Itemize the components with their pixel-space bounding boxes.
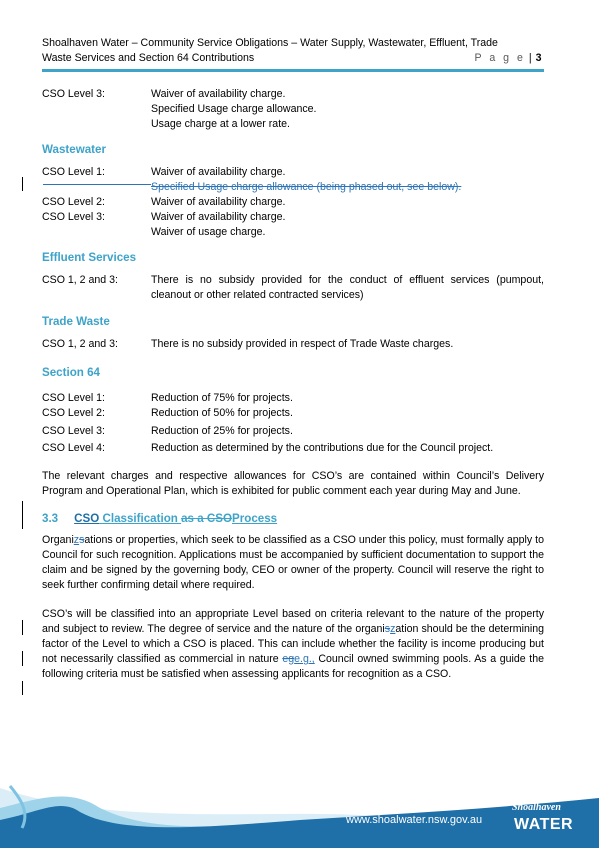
page-number: 3 — [535, 52, 542, 64]
effluent-row — [42, 273, 544, 303]
row-label: CSO Level 1: — [42, 166, 106, 178]
row-text: Waiver of availability charge. — [151, 88, 286, 100]
row-label: CSO Level 2: — [42, 407, 106, 419]
row-text: Reduction of 50% for projects. — [151, 407, 293, 419]
page-separator: | — [528, 52, 533, 64]
row-label: CSO Level 3: — [42, 88, 106, 100]
logo-word: WATER — [514, 816, 574, 833]
inserted-text: z — [390, 623, 396, 635]
water-level3-row — [42, 87, 544, 102]
section-3-3-heading — [42, 512, 277, 525]
inserted-text: z — [73, 534, 80, 546]
row-text: Reduction of 75% for projects. — [151, 392, 293, 404]
section64-row — [42, 406, 544, 421]
deleted-text: Specified Usage charge allowance (being phased out, see below). — [151, 181, 462, 193]
row-text: Reduction as determined by the contributions due for the Council project. — [151, 442, 494, 454]
section64-row — [42, 391, 544, 406]
website-url[interactable]: www.shoalwater.nsw.gov.au — [346, 814, 483, 826]
wastewater-level3-row — [42, 210, 544, 225]
text-run: ations or properties, which seek to be classified as a CSO under this policy, must formally apply to Council for such recognition. Applications must be accompanied by sufficient documentation to support the claim and be signed by the governing body, CEO or owner of the property. Council will reserve the right to seek further confirming detail where required. — [42, 534, 544, 591]
deleted-text: s — [79, 534, 85, 546]
row-label: CSO Level 3: — [42, 425, 106, 437]
text-run: CSO’s will be classified into an appropriate Level based on criteria relevant to the nature of the property and subject to review. The degree of service and the nature of the organi — [42, 608, 544, 635]
deleted-line-marker — [43, 184, 151, 185]
row-text: Waiver of availability charge. — [151, 166, 286, 178]
heading-deleted-text: as a CSO — [181, 512, 232, 525]
change-bar — [22, 501, 23, 529]
application-paragraph — [42, 533, 544, 593]
row-text: There is no subsidy provided in respect of Trade Waste charges. — [151, 338, 454, 350]
trade-waste-row — [42, 337, 544, 352]
section64-heading: Section 64 — [42, 366, 100, 379]
row-label: CSO Level 4: — [42, 442, 106, 454]
row-text: Reduction of 25% for projects. — [151, 425, 293, 437]
text-run: Council owned swimming pools. As a guide the following criteria must be satisfied when assessing applicants for recognition as a CSO. — [42, 653, 544, 680]
heading-inserted-text: CSO — [74, 512, 100, 525]
row-text: Waiver of availability charge. — [151, 196, 286, 208]
heading-text: Classification — [99, 512, 182, 525]
section64-row — [42, 424, 544, 439]
text-run: ation should be the determining factor of the Level to which a CSO is placed. This can include whether the facility is income producing but not necessarily classified as commercial in nature — [42, 623, 544, 665]
footer-wave-graphic — [0, 768, 599, 848]
header-line-1: Shoalhaven Water – Community Service Obligations – Water Supply, Wastewater, Effluent, Trade — [42, 37, 498, 49]
row-continuation: Specified Usage charge allowance. — [151, 103, 317, 115]
change-bar — [22, 177, 23, 191]
text-run: Organi — [42, 534, 74, 546]
section-number: 3.3 — [42, 512, 59, 525]
inserted-text: e.g., — [294, 653, 315, 665]
page-header — [42, 36, 542, 66]
row-text: Waiver of availability charge. — [151, 211, 286, 223]
heading-inserted-text: Process — [232, 512, 278, 525]
section64-row — [42, 441, 544, 456]
wastewater-level2-row — [42, 195, 544, 210]
header-line-2: Waste Services and Section 64 Contributions — [42, 52, 255, 64]
logo-script: Shoalhaven — [512, 802, 561, 813]
page-label: P a g e — [474, 52, 526, 64]
wastewater-heading: Wastewater — [42, 143, 107, 156]
row-text: There is no subsidy provided for the conduct of effluent services (pumpout, cleanout or other related contracted services) — [151, 274, 544, 301]
header-rule — [42, 69, 544, 72]
row-label: CSO 1, 2 and 3: — [42, 338, 118, 350]
trade-waste-heading: Trade Waste — [42, 315, 110, 328]
wastewater-level1-row — [42, 165, 544, 180]
row-label: CSO Level 1: — [42, 392, 106, 404]
shoalhaven-water-logo — [512, 802, 580, 838]
row-label: CSO 1, 2 and 3: — [42, 274, 118, 286]
effluent-heading: Effluent Services — [42, 251, 137, 264]
row-continuation: Usage charge at a lower rate. — [151, 118, 290, 130]
page-number-block — [475, 51, 542, 66]
row-continuation: Waiver of usage charge. — [151, 226, 266, 238]
change-bar — [22, 681, 23, 695]
deleted-text: s — [384, 623, 391, 635]
change-bar — [22, 620, 23, 635]
row-label: CSO Level 3: — [42, 211, 106, 223]
row-label: CSO Level 2: — [42, 196, 106, 208]
change-bar — [22, 651, 23, 666]
charges-paragraph: The relevant charges and respective allowances for CSO’s are contained within Council’s Delivery Program and Operational Plan, which is exhibited for public comment each year during May and June. — [42, 470, 544, 497]
classification-paragraph — [42, 607, 544, 682]
deleted-text: eg — [282, 653, 295, 665]
